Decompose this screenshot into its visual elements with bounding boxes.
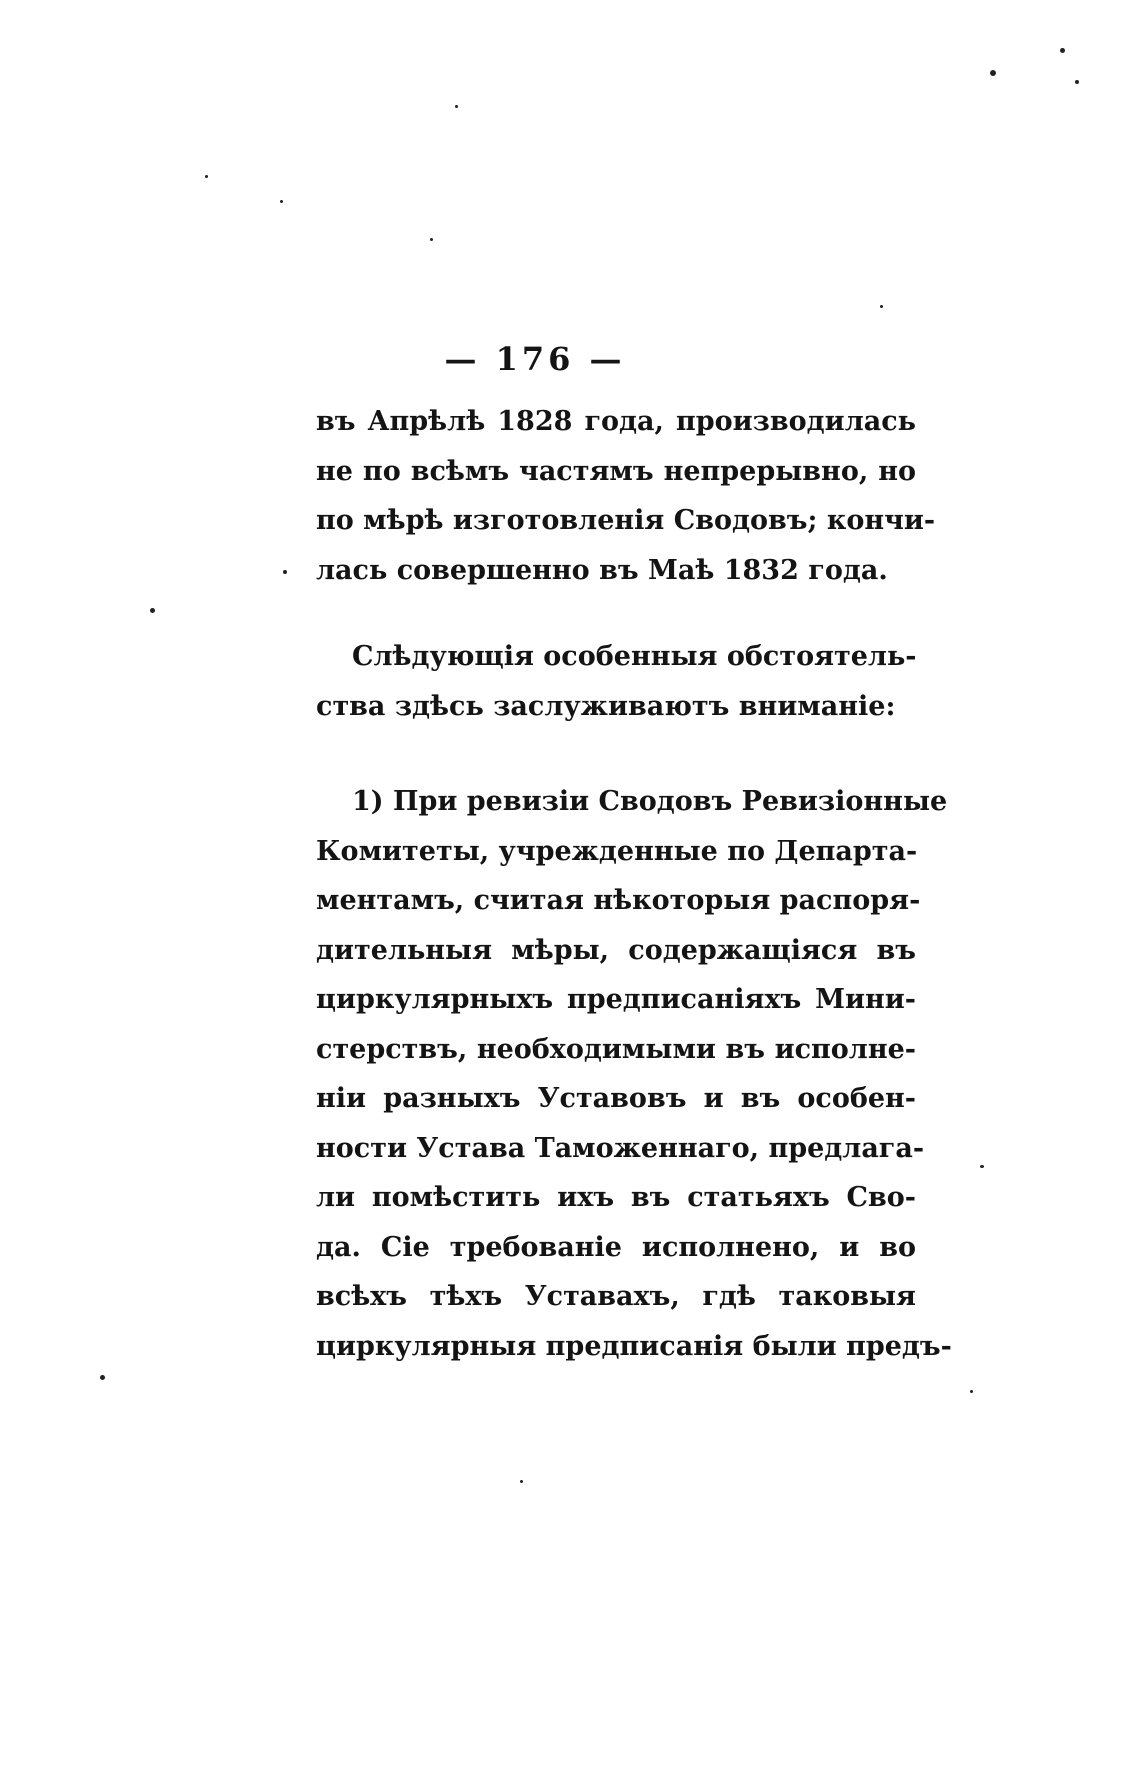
text-line: Слѣдующія особенныя обстоятель- xyxy=(352,641,917,672)
scan-speck xyxy=(520,1480,523,1483)
text-line: ности Устава Таможеннаго, предлага- xyxy=(316,1132,925,1164)
scan-speck xyxy=(880,305,883,308)
text-line: ли помѣстить ихъ въ статьяхъ Сво- xyxy=(316,1182,916,1213)
scan-speck xyxy=(980,1165,984,1168)
paragraph-3 xyxy=(316,777,952,1371)
scan-speck xyxy=(100,1375,105,1380)
scan-speck xyxy=(280,200,283,203)
scan-speck xyxy=(970,1390,973,1393)
scan-speck xyxy=(283,570,287,574)
text-line: да. Сіе требованіе исполнено, и во xyxy=(316,1231,916,1263)
paragraph-1 xyxy=(316,397,936,595)
scan-speck xyxy=(990,70,996,76)
paragraph-2 xyxy=(316,632,916,731)
text-line: дительныя мѣры, содержащіяся въ xyxy=(316,934,916,966)
text-line: ніи разныхъ Уставовъ и въ особен- xyxy=(316,1083,916,1114)
scan-speck xyxy=(1060,48,1065,53)
scan-speck xyxy=(455,105,458,108)
text-line: лась совершенно въ Маѣ 1832 года. xyxy=(316,554,888,586)
text-line: всѣхъ тѣхъ Уставахъ, гдѣ таковыя xyxy=(316,1281,916,1312)
text-line: циркулярныхъ предписаніяхъ Мини- xyxy=(316,984,916,1015)
text-line: не по всѣмъ частямъ непрерывно, но xyxy=(316,455,916,487)
text-line: стерствъ, необходимыми въ исполне- xyxy=(316,1033,916,1065)
text-line: въ Апрѣлѣ 1828 года, производилась xyxy=(316,406,916,437)
text-line: по мѣрѣ изготовленія Сводовъ; кончи- xyxy=(316,505,936,536)
page-number: — 176 — xyxy=(444,340,626,378)
scan-speck xyxy=(1075,80,1079,84)
text-line: ства здѣсь заслуживаютъ вниманіе: xyxy=(316,690,896,722)
text-line: 1) При ревизіи Сводовъ Ревизіонные xyxy=(352,786,948,817)
text-line: ментамъ, считая нѣкоторыя распоря- xyxy=(316,885,921,916)
text-line: Комитеты, учрежденные по Департа- xyxy=(316,835,918,867)
scan-speck xyxy=(150,608,155,613)
scan-speck xyxy=(430,238,433,241)
text-line: циркулярныя предписанія были предъ- xyxy=(316,1330,952,1362)
scan-speck xyxy=(205,175,208,178)
